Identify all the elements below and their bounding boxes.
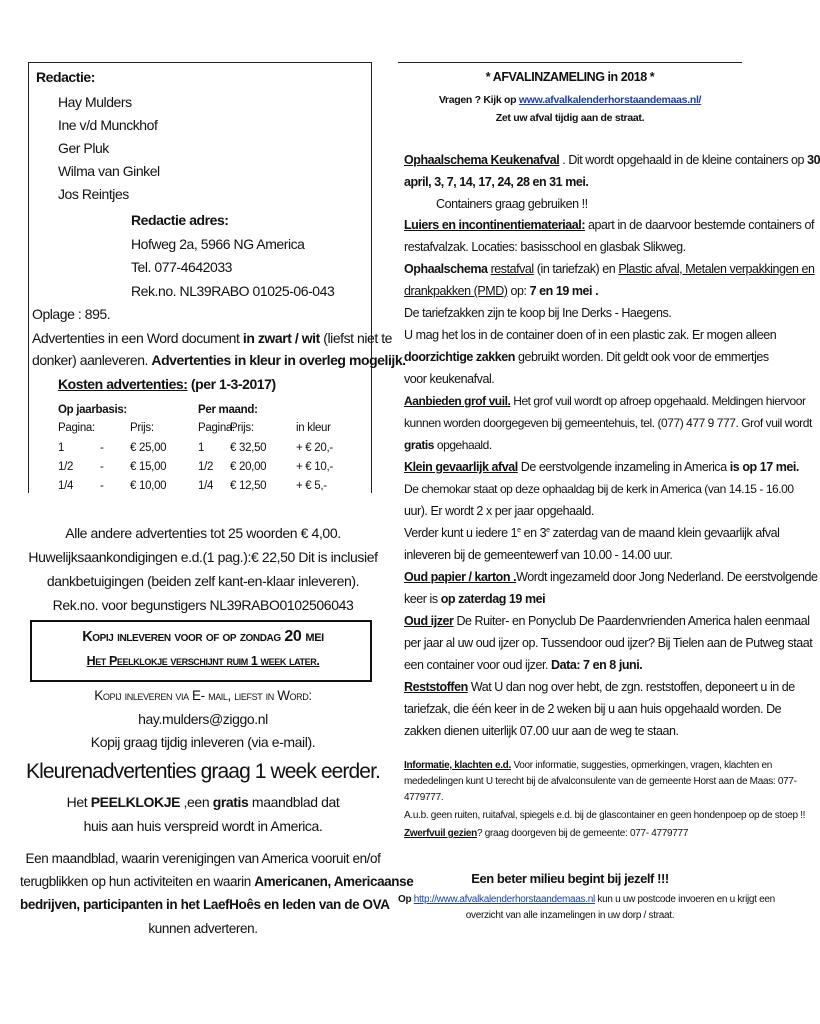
closing-line: Een maandblad, waarin verenigingen van America vooruit en/of [25, 851, 381, 866]
plastic-zak-line-1: U mag het los in de container doen of in een plastic zak. Er mogen alleen [404, 328, 777, 342]
afval-title: * AFVALINZAMELING in 2018 * [485, 70, 655, 84]
redactie-heading: Redactie: [36, 69, 95, 85]
adres-heading: Redactie adres: [131, 212, 229, 228]
adres-line: Rek.no. NL39RABO 01025-06-043 [131, 283, 335, 299]
table-header: Pagina: [198, 422, 235, 434]
milieu-slogan: Een beter milieu begint bij jezelf !!! [471, 871, 669, 886]
adres-line: Tel. 077-4642033 [131, 259, 232, 275]
reststoffen-line-1: Reststoffen Wat U dan nog over hebt, de zgn. reststoffen, deponeert u in de [404, 680, 795, 694]
closing-line: terugblikken op hun activiteiten en waarin Americanen, Americaanse [20, 874, 414, 889]
vragen-line: Vragen ? Kijk op www.afvalkalenderhorstaandemaas.nl/ [438, 94, 702, 106]
oplage: Oplage : 895. [32, 306, 111, 322]
zet-uw-afval: Zet uw afval tijdig aan de straat. [495, 112, 645, 124]
grof-vuil-line-3: gratis opgehaald. [404, 438, 492, 452]
ijzer-line-1: Oud ijzer De Ruiter- en Ponyclub De Paardenvrienden America halen eenmaal [404, 614, 810, 628]
table-header: Prijs: [230, 422, 254, 434]
kga-line-5: inleveren bij de gemeentewerf van 10.00 - 14.00 uur. [404, 548, 673, 562]
keukenafval-line-1: Ophaalschema Keukenafval . Dit wordt opgehaald in de kleine containers op 30 [404, 153, 820, 167]
per-maand-label: Per maand: [198, 404, 258, 416]
other-ads-line: Alle andere advertenties tot 25 woorden € 4,00. [65, 525, 341, 541]
reststoffen-line-2: tariefzak, die één keer in de 2 weken bij u aan huis opgehaald worden. De [404, 702, 782, 716]
overzicht-line: overzicht van alle inzamelingen in uw dorp / straat. [465, 910, 675, 921]
advertenties-line-2: donker) aanleveren. Advertenties in kleur in overleg mogelijk. [32, 352, 406, 368]
kosten-heading: Kosten advertenties: (per 1-3-2017) [58, 376, 276, 392]
aub-line: A.u.b. geen ruiten, ruitafval, spiegels e.d. bij de glascontainer en geen hondenpoep op de stoep !! [404, 810, 806, 821]
informatie-line-3: 4779777. [404, 792, 444, 803]
peelklokje-line: Het PEELKLOKJE ,een gratis maandblad dat [66, 794, 340, 810]
afvalkalender-link[interactable]: www.afvalkalenderhorstaandemaas.nl/ [518, 94, 702, 106]
informatie-line-2: mededelingen kunt U terecht bij de afvalconsulente van de gemeente Horst aan de Maas: 077- [404, 776, 797, 787]
kga-line-2: De chemokar staat op deze ophaaldag bij de kerk in America (van 14.15 - 16.00 [404, 482, 794, 496]
ophaalschema-line-1: Ophaalschema restafval (in tariefzak) en Plastic afval, Metalen verpakkingen en [404, 262, 815, 276]
member-name: Hay Mulders [58, 94, 132, 110]
tariefzakken-line: De tariefzakken zijn te koop bij Ine Derks - Haegens. [404, 306, 672, 320]
kopij-tijdig: Kopij graag tijdig inleveren (via e-mail). [90, 734, 316, 750]
containers-note: Containers graag gebruiken !! [436, 197, 588, 211]
kleuren-notice: Kleurenadvertenties graag 1 week eerder. [26, 760, 380, 783]
zwerfvuil-line: Zwerfvuil gezien? graag doorgeven bij de gemeente: 077- 4779777 [404, 828, 689, 839]
closing-line: bedrijven, participanten in het LaefHoês en leden van de OVA [20, 897, 390, 912]
huis-aan-huis-line: huis aan huis verspreid wordt in America. [83, 818, 323, 834]
other-ads-line: Rek.no. voor begunstigers NL39RABO0102506043 [52, 597, 354, 613]
email-address[interactable]: hay.mulders@ziggo.nl [138, 711, 268, 727]
closing-line: kunnen adverteren. [148, 921, 258, 936]
grof-vuil-line-2: kunnen worden doorgegeven bij gemeentehuis, tel. (077) 477 9 777. Grof vuil wordt [404, 416, 812, 430]
op-jaarbasis-label: Op jaarbasis: [58, 404, 127, 416]
advertenties-line-1: Advertenties in een Word document in zwart / wit (liefst niet te [32, 330, 393, 346]
ophaalschema-line-2: drankpakken (PMD) op: 7 en 19 mei . [404, 284, 599, 298]
member-name: Ine v/d Munckhof [58, 117, 158, 133]
ijzer-line-2: per jaar al uw oud ijzer op. Tussendoor oud ijzer? Bij Tielen aan de Putweg staat [404, 636, 813, 650]
kga-line-4: Verder kunt u iedere 1e en 3e zaterdag van de maand klein gevaarlijk afval [404, 526, 780, 540]
table-header: Pagina: [58, 422, 95, 434]
kga-line-3: uur). Er wordt 2 x per jaar opgehaald. [404, 504, 594, 518]
member-name: Wilma van Ginkel [58, 163, 160, 179]
reststoffen-line-3: zakken dienen uiterlijk 07.00 uur aan de weg te staan. [404, 724, 679, 738]
kga-line-1: Klein gevaarlijk afval De eerstvolgende inzameling in America is op 17 mei. [404, 460, 799, 474]
table-header: in kleur [296, 422, 331, 434]
member-name: Jos Reintjes [58, 186, 129, 202]
adres-line: Hofweg 2a, 5966 NG America [131, 236, 305, 252]
plastic-zak-line-2: doorzichtige zakken gebruikt worden. Dit geldt ook voor de emmertjes [404, 350, 769, 364]
papier-line-2: keer is op zaterdag 19 mei [404, 592, 546, 606]
ijzer-line-3: een container voor oud ijzer. Data: 7 en 8 juni. [404, 658, 643, 672]
grof-vuil-line-1: Aanbieden grof vuil. Het grof vuil wordt op afroep opgehaald. Meldingen hiervoor [404, 394, 806, 408]
plastic-zak-line-3: voor keukenafval. [404, 372, 495, 386]
afvalkalender-url-link[interactable]: http://www.afvalkalenderhorstaandemaas.nl [413, 894, 595, 905]
member-name: Ger Pluk [58, 140, 109, 156]
kopij-via-email: Kopij inleveren via E- mail, liefst in Word: [94, 688, 312, 703]
papier-line-1: Oud papier / karton .Wordt ingezameld door Jong Nederland. De eerstvolgende [404, 570, 818, 584]
table-header: Prijs: [130, 422, 154, 434]
right-column-rule [398, 62, 742, 63]
kopij-deadline: Kopij inleveren voor of op zondag 20 mei [82, 628, 324, 645]
luiers-line-1: Luiers en incontinentiemateriaal: apart in de daarvoor bestemde containers of [404, 218, 814, 232]
postcode-line: Op http://www.afvalkalenderhorstaandemaas.nl kun u uw postcode invoeren en u krijgt een [398, 894, 775, 905]
keukenafval-dates: april, 3, 7, 14, 17, 24, 28 en 31 mei. [404, 175, 589, 189]
peelklokje-verschijnt: Het Peelklokje verschijnt ruim 1 week later. [86, 654, 320, 668]
other-ads-line: dankbetuigingen (beiden zelf kant-en-klaar inleveren). [46, 573, 360, 589]
informatie-line-1: Informatie, klachten e.d. Voor informatie, suggesties, opmerkingen, vragen, klachten en [404, 760, 772, 771]
luiers-line-2: restafvalzak. Locaties: basisschool en glasbak Slikweg. [404, 240, 686, 254]
other-ads-line: Huwelijksaankondigingen e.d.(1 pag.):€ 22,50 Dit is inclusief [28, 549, 378, 565]
